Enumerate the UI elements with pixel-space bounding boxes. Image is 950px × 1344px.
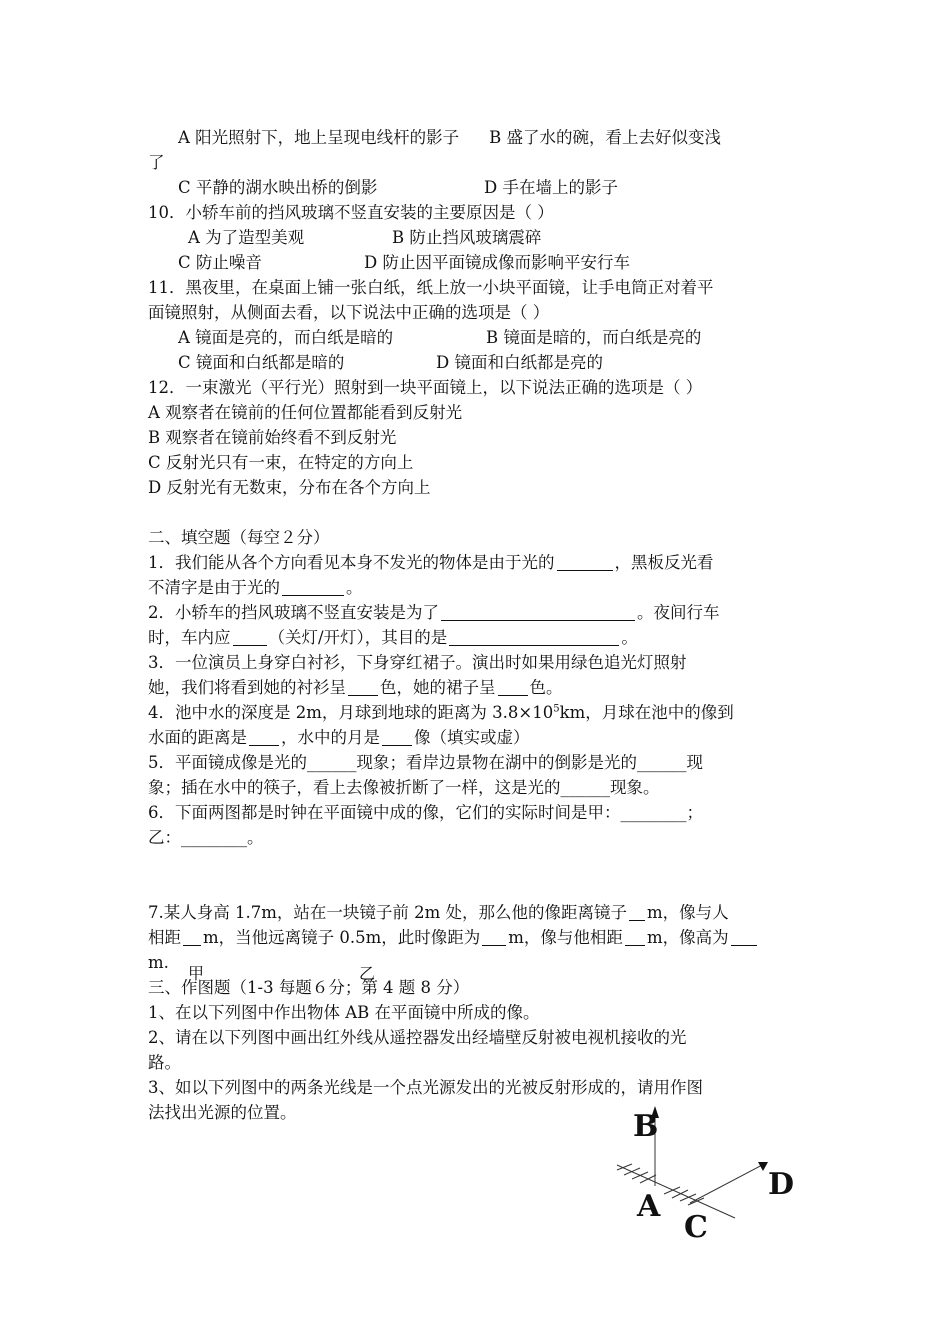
fill-q4-text-e: 像（填实或虚） <box>414 728 530 747</box>
fill-q6-line1: 6．下面两图都是时钟在平面镜中成的像，它们的实际时间是甲：________； <box>148 803 703 822</box>
fill-q4-text-a: 4．池中水的深度是 2m，月球到地球的距离为 3.8×10 <box>148 703 554 722</box>
draw-q2-line2: 路。 <box>148 1053 181 1072</box>
q12-option-d: D 反射光有无数束，分布在各个方向上 <box>148 478 431 497</box>
mirror-hatch <box>688 1198 704 1205</box>
fill-q3-text-b: 她，我们将看到她的衬衫呈 <box>148 678 346 697</box>
fill-q1-text-c: 不清字是由于光的 <box>148 578 280 597</box>
fill-q7-line3: m. <box>148 953 169 972</box>
fill-q2-text-a: 2．小轿车的挡风玻璃不竖直安装是为了 <box>148 603 439 622</box>
figure-label-b: B <box>633 1109 659 1144</box>
mirror-hatch <box>664 1187 680 1194</box>
fill-q7-text-f: m，像高为 <box>646 928 729 947</box>
q9-option-b-continued: 了 <box>148 153 165 172</box>
ray-cd <box>690 1163 766 1203</box>
fill-q6-line2: 乙：________。 <box>148 828 264 847</box>
q10-option-c: C 防止噪音 <box>178 253 262 272</box>
q11-option-c: C 镜面和白纸都是暗的 <box>178 353 345 372</box>
fill-q3-text-c: 色，她的裙子呈 <box>380 678 496 697</box>
figure-label-a: A <box>637 1189 661 1224</box>
fill-q5-line2: 象；插在水中的筷子，看上去像被折断了一样，这是光的______现象。 <box>148 778 660 797</box>
fill-q1-text-b: ，黑板反光看 <box>614 553 714 572</box>
figure-label-d: D <box>768 1167 795 1202</box>
q9-option-a: A 阳光照射下，地上呈现电线杆的影子 <box>178 128 460 147</box>
fill-q5-line1: 5．平面镜成像是光的______现象；看岸边景物在湖中的倒影是光的______现 <box>148 753 703 772</box>
q10-stem: 10．小轿车前的挡风玻璃不竖直安装的主要原因是（ ） <box>148 203 554 222</box>
fill-q4-text-b: km，月球在池中的像到 <box>559 703 734 722</box>
fill-q1-text-d: 。 <box>346 578 363 597</box>
q12-option-b: B 观察者在镜前始终看不到反射光 <box>148 428 397 447</box>
fill-q1-text-a: 1．我们能从各个方向看见本身不发光的物体是由于光的 <box>148 553 555 572</box>
fill-q7-text-c: 相距 <box>148 928 181 947</box>
fill-q2-text-b: 。夜间行车 <box>637 603 720 622</box>
q9-option-c: C 平静的湖水映出桥的倒影 <box>178 178 378 197</box>
draw-q1: 1、在以下列图中作出物体 AB 在平面镜中所成的像。 <box>148 1003 540 1022</box>
fill-q2-text-e: 。 <box>621 628 638 647</box>
clock-label-yi: 乙 <box>359 964 376 983</box>
q12-stem: 12．一束激光（平行光）照射到一块平面镜上，以下说法正确的选项是（ ） <box>148 378 703 397</box>
q12-option-c: C 反射光只有一束，在特定的方向上 <box>148 453 414 472</box>
mirror-line <box>617 1165 735 1218</box>
q12-option-a: A 观察者在镜前的任何位置都能看到反射光 <box>148 403 463 422</box>
q11-option-b: B 镜面是暗的，而白纸是亮的 <box>486 328 702 347</box>
fill-q4-exponent: 5 <box>553 703 560 715</box>
fill-q4-text-d: ，水中的月是 <box>281 728 380 747</box>
clock-label-jia: 甲 <box>188 964 205 983</box>
draw-section-heading: 三、作图题（1-3 每题６分；第 4 题 8 分） <box>148 978 470 997</box>
fill-section-heading: 二、填空题（每空２分） <box>148 528 330 547</box>
mirror-hatch <box>617 1164 632 1170</box>
draw-q2-line1: 2、请在以下列图中画出红外线从遥控器发出经墙壁反射被电视机接收的光 <box>148 1028 687 1047</box>
fill-q7-text-a: 7.某人身高 1.7m，站在一块镜子前 2m 处，那么他的像距离镜子 <box>148 903 628 922</box>
draw-q3-line1: 3、如以下列图中的两条光线是一个点光源发出的光被反射形成的，请用作图 <box>148 1078 703 1097</box>
q9-option-d: D 手在墙上的影子 <box>484 178 618 197</box>
fill-q3-text-d: 色。 <box>529 678 563 697</box>
figure-label-c: C <box>684 1210 708 1245</box>
q10-option-d: D 防止因平面镜成像而影响平安行车 <box>364 253 630 272</box>
q10-option-a: A 为了造型美观 <box>188 228 305 247</box>
fill-q7-text-d: m，当他远离镜子 0.5m，此时像距为 <box>203 928 481 947</box>
q11-stem-line2: 面镜照射，从侧面去看，以下说法中正确的选项是（ ） <box>148 303 550 322</box>
fill-q2-text-d: （关灯/开灯），其目的是 <box>268 628 448 647</box>
fill-q7-text-e: m，像与他相距 <box>508 928 623 947</box>
q9-option-b: B 盛了水的碗，看上去好似变浅 <box>489 128 722 147</box>
fill-q2-text-c: 时，车内应 <box>148 628 231 647</box>
draw-q3-line2: 法找出光源的位置。 <box>148 1103 297 1122</box>
fill-q4-text-c: 水面的距离是 <box>148 728 247 747</box>
q11-option-a: A 镜面是亮的，而白纸是暗的 <box>178 328 394 347</box>
q11-stem-line1: 11．黑夜里，在桌面上铺一张白纸，纸上放一小块平面镜，让手电筒正对着平 <box>148 278 714 297</box>
fill-q7-text-b: m，像与人 <box>647 903 729 922</box>
q11-option-d: D 镜面和白纸都是亮的 <box>436 353 603 372</box>
q10-option-b: B 防止挡风玻璃震碎 <box>392 228 542 247</box>
fill-q3-line1: 3．一位演员上身穿白衬衫，下身穿红裙子。演出时如果用绿色追光灯照射 <box>148 653 687 672</box>
